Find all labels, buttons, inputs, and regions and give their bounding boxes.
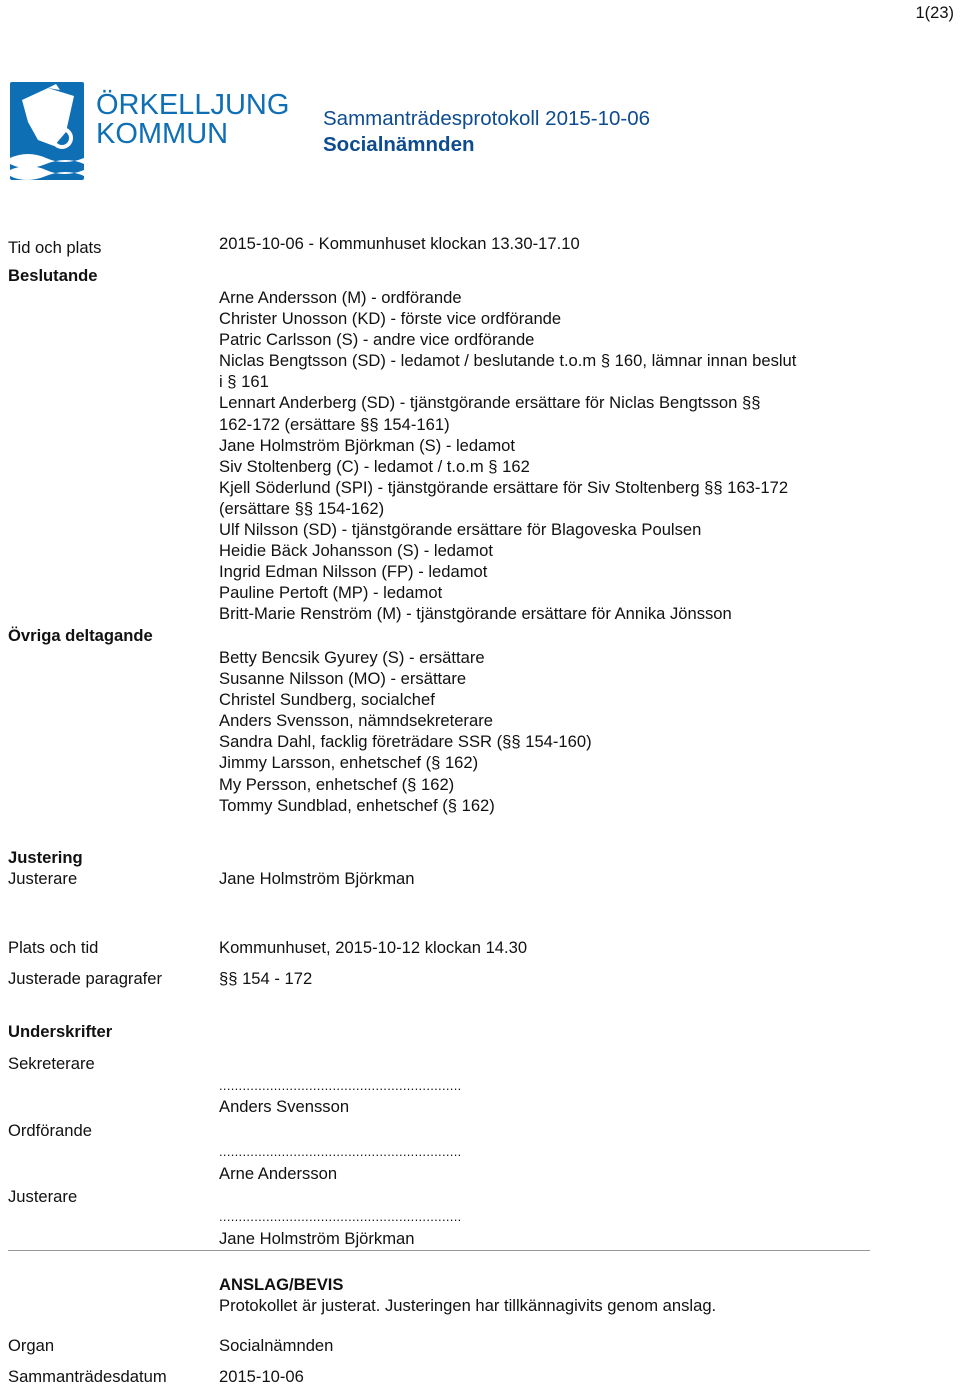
others-label: Övriga deltagande bbox=[8, 626, 153, 645]
list-item: Susanne Nilsson (MO) - ersättare bbox=[219, 669, 467, 689]
list-item: Jane Holmström Björkman (S) - ledamot bbox=[219, 435, 516, 455]
list-item: Kjell Söderlund (SPI) - tjänstgörande ersättare för Siv Stoltenberg §§ 163-172 bbox=[219, 477, 789, 497]
list-item: Niclas Bengtsson (SD) - ledamot / beslutande t.o.m § 160, lämnar innan beslut bbox=[219, 351, 797, 371]
list-item: Heidie Bäck Johansson (S) - ledamot bbox=[219, 541, 493, 561]
list-item: Christer Unosson (KD) - förste vice ordförande bbox=[219, 309, 562, 329]
list-item: Pauline Pertoft (MP) - ledamot bbox=[219, 583, 443, 603]
signatures-heading: Underskrifter bbox=[8, 1022, 113, 1041]
signature-role-secretary: Sekreterare bbox=[8, 1054, 95, 1073]
adjuster-label: Justerare bbox=[8, 869, 78, 888]
list-item: 162-172 (ersättare §§ 154-161) bbox=[219, 414, 450, 434]
signature-line: .............................................................. bbox=[219, 1078, 462, 1093]
deciding-label: Beslutande bbox=[8, 266, 98, 285]
list-item: Siv Stoltenberg (C) - ledamot / t.o.m § 162 bbox=[219, 456, 530, 476]
list-item: Lennart Anderberg (SD) - tjänstgörande ersättare för Niclas Bengtsson §§ bbox=[219, 393, 761, 413]
place-time-label: Plats och tid bbox=[8, 938, 99, 957]
signature-name-adjuster: Jane Holmström Björkman bbox=[219, 1229, 415, 1248]
meeting-date-label: Sammanträdesdatum bbox=[8, 1367, 167, 1386]
page-number: 1(23) bbox=[915, 4, 954, 22]
list-item: My Persson, enhetschef (§ 162) bbox=[219, 774, 455, 794]
list-item: i § 161 bbox=[219, 372, 269, 392]
organ-value: Socialnämnden bbox=[219, 1336, 334, 1355]
others-list bbox=[219, 647, 592, 816]
signature-role-chair: Ordförande bbox=[8, 1121, 92, 1140]
list-item: Arne Andersson (M) - ordförande bbox=[219, 288, 462, 307]
adjuster-value: Jane Holmström Björkman bbox=[219, 869, 415, 888]
document-title: Sammanträdesprotokoll 2015-10-06 bbox=[323, 107, 651, 130]
signature-role-adjuster: Justerare bbox=[8, 1187, 78, 1206]
adjustment-heading: Justering bbox=[8, 848, 83, 867]
list-item: Britt-Marie Renström (M) - tjänstgörande ersättare för Annika Jönsson bbox=[219, 604, 732, 624]
section-divider bbox=[8, 1250, 870, 1251]
notice-text: Protokollet är justerat. Justeringen har tillkännagivits genom anslag. bbox=[219, 1296, 717, 1315]
signature-line: .............................................................. bbox=[219, 1144, 462, 1159]
signature-line: .............................................................. bbox=[219, 1209, 462, 1224]
list-item: Christel Sundberg, socialchef bbox=[219, 690, 435, 710]
organ-label: Organ bbox=[8, 1336, 55, 1355]
list-item: Betty Bencsik Gyurey (S) - ersättare bbox=[219, 648, 485, 667]
logo-line-1: ÖRKELLJUNGA bbox=[96, 89, 288, 121]
list-item: Anders Svensson, nämndsekreterare bbox=[219, 711, 493, 731]
place-time-value: Kommunhuset, 2015-10-12 klockan 14.30 bbox=[219, 938, 528, 957]
adjusted-paragraphs-label: Justerade paragrafer bbox=[8, 969, 163, 988]
list-item: Sandra Dahl, facklig företrädare SSR (§§ 154-160) bbox=[219, 732, 592, 752]
bell-emblem-icon bbox=[8, 80, 288, 182]
list-item: (ersättare §§ 154-162) bbox=[219, 498, 385, 518]
list-item: Patric Carlsson (S) - andre vice ordförande bbox=[219, 330, 535, 350]
municipality-logo bbox=[8, 80, 288, 187]
signature-name-secretary: Anders Svensson bbox=[219, 1097, 350, 1116]
time-place-label: Tid och plats bbox=[8, 238, 102, 257]
list-item: Ulf Nilsson (SD) - tjänstgörande ersättare för Blagoveska Poulsen bbox=[219, 520, 702, 540]
deciding-list bbox=[219, 287, 796, 625]
notice-heading: ANSLAG/BEVIS bbox=[219, 1275, 344, 1294]
document-subtitle: Socialnämnden bbox=[323, 133, 475, 156]
logo-line-2: KOMMUN bbox=[96, 118, 229, 150]
list-item: Tommy Sundblad, enhetschef (§ 162) bbox=[219, 795, 495, 815]
signature-name-chair: Arne Andersson bbox=[219, 1164, 338, 1183]
adjusted-paragraphs-value: §§ 154 - 172 bbox=[219, 969, 313, 988]
list-item: Ingrid Edman Nilsson (FP) - ledamot bbox=[219, 562, 488, 582]
time-place-value: 2015-10-06 - Kommunhuset klockan 13.30-17.10 bbox=[219, 234, 580, 253]
list-item: Jimmy Larsson, enhetschef (§ 162) bbox=[219, 753, 479, 773]
meeting-date-value: 2015-10-06 bbox=[219, 1367, 304, 1386]
